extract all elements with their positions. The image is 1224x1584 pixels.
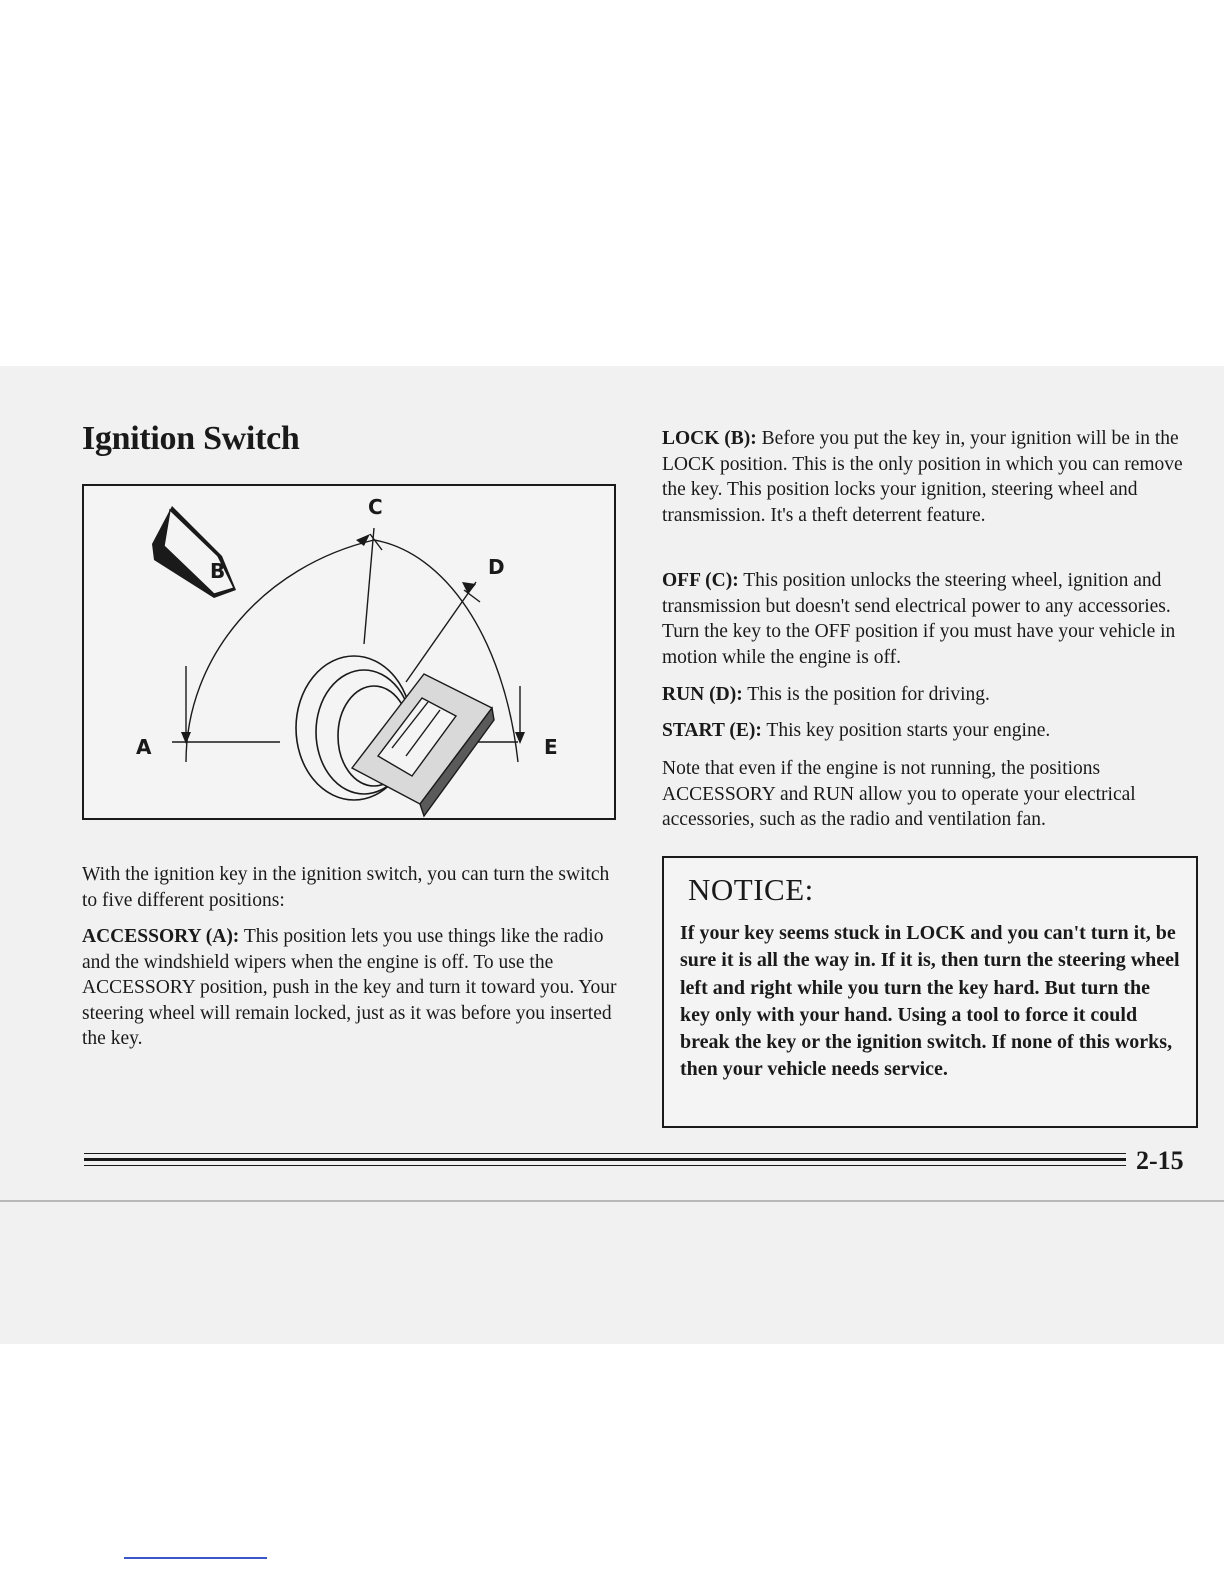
lock-paragraph bbox=[662, 426, 1192, 528]
ignition-diagram bbox=[84, 486, 614, 818]
footer-rule bbox=[84, 1158, 1126, 1161]
stray-mark bbox=[124, 1557, 267, 1559]
run-term: RUN (D): bbox=[662, 684, 743, 705]
footer-rule-bottom bbox=[84, 1165, 1126, 1166]
key-lock-shape bbox=[152, 506, 236, 598]
start-paragraph bbox=[662, 718, 1192, 744]
label-b: B bbox=[210, 559, 226, 583]
label-e: E bbox=[544, 735, 558, 759]
run-paragraph bbox=[662, 682, 1192, 708]
run-text: This is the position for driving. bbox=[742, 684, 990, 705]
footer-rule-top bbox=[84, 1153, 1126, 1154]
notice-box bbox=[662, 856, 1198, 1128]
page-edge-line bbox=[0, 1200, 1224, 1202]
lock-text: Before you put the key in, your ignition will be in the LOCK position. This is the only position in which you can remove the key. This position locks your ignition, steering wheel and transmission. It's a theft deterrent feature. bbox=[662, 428, 1183, 526]
off-text: This position unlocks the steering wheel, ignition and transmission but doesn't send electrical power to any accessories. Turn the key to the OFF position if you must have your vehicle in motion while the engine is off. bbox=[662, 570, 1176, 668]
off-term: OFF (C): bbox=[662, 570, 739, 591]
leader-c bbox=[364, 528, 374, 644]
label-a: A bbox=[136, 735, 152, 759]
accessory-text: This position lets you use things like the radio and the windshield wipers when the engine is off. To use the ACCESSORY position, push in the key and turn it toward you. Your steering wheel will remain locked, just as it was before you inserted the key. bbox=[82, 926, 617, 1049]
page-title: Ignition Switch bbox=[82, 420, 300, 457]
label-c: C bbox=[368, 495, 383, 519]
intro-paragraph: With the ignition key in the ignition switch, you can turn the switch to five different positions: bbox=[82, 864, 610, 911]
note-paragraph: Note that even if the engine is not running, the positions ACCESSORY and RUN allow you to operate your electrical accessories, such as the radio and ventilation fan. bbox=[662, 758, 1136, 830]
page-number: 2-15 bbox=[1136, 1146, 1184, 1175]
label-d: D bbox=[488, 555, 505, 579]
leader-d bbox=[406, 582, 476, 682]
lock-term: LOCK (B): bbox=[662, 428, 757, 449]
ignition-switch-figure bbox=[82, 484, 616, 820]
arrow-d bbox=[462, 582, 476, 594]
accessory-paragraph bbox=[82, 924, 622, 1052]
start-term: START (E): bbox=[662, 720, 762, 741]
off-paragraph bbox=[662, 568, 1196, 670]
start-text: This key position starts your engine. bbox=[761, 720, 1051, 741]
notice-title: NOTICE: bbox=[688, 872, 814, 907]
accessory-term: ACCESSORY (A): bbox=[82, 926, 240, 947]
notice-text: If your key seems stuck in LOCK and you can't turn it, be sure it is all the way in. If it is, then turn the steering wheel left and right while you turn the key hard. But turn the key only with your hand. Using a tool to force it could break the key or the ignition switch. If none of this works, then your vehicle needs service. bbox=[680, 922, 1180, 1081]
